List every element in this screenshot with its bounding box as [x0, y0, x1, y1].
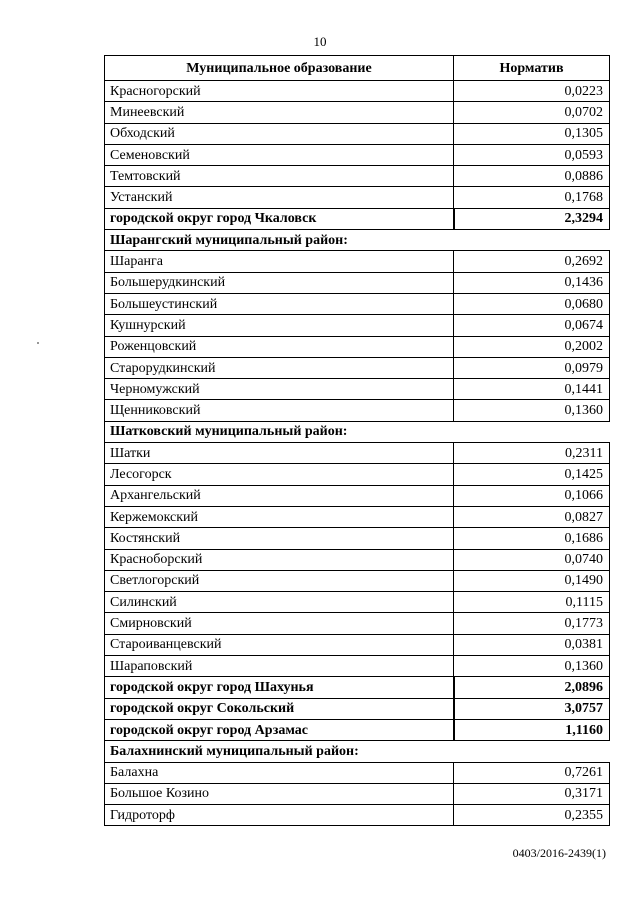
table-header-row [105, 56, 610, 81]
district-name: Балахнинский муниципальный район: [105, 741, 610, 762]
table-row [105, 549, 610, 570]
norm-value: 0,0674 [454, 315, 610, 336]
norm-value: 3,0757 [454, 698, 610, 719]
municipality-name: Силинский [105, 592, 454, 613]
norm-value: 0,0680 [454, 293, 610, 314]
table-row [105, 656, 610, 677]
norm-value: 1,1160 [454, 719, 610, 740]
municipality-name: Устанский [105, 187, 454, 208]
table-row [105, 123, 610, 144]
municipality-name: Шаранга [105, 251, 454, 272]
norm-value: 0,7261 [454, 762, 610, 783]
municipality-name: Семеновский [105, 144, 454, 165]
table-row [105, 805, 610, 826]
municipality-name: Большерудкинский [105, 272, 454, 293]
table-row [105, 485, 610, 506]
norm-value: 0,0381 [454, 634, 610, 655]
district-header-row [105, 230, 610, 251]
municipality-name: Костянский [105, 528, 454, 549]
table-row [105, 357, 610, 378]
municipality-name: Кержемокский [105, 506, 454, 527]
norm-value: 0,1305 [454, 123, 610, 144]
norm-value: 0,2692 [454, 251, 610, 272]
table-row [105, 698, 610, 719]
table-row [105, 81, 610, 102]
district-name: Шарангский муниципальный район: [105, 230, 610, 251]
norm-value: 0,2355 [454, 805, 610, 826]
municipality-name: Лесогорск [105, 464, 454, 485]
district-header-row [105, 741, 610, 762]
table-row [105, 251, 610, 272]
norm-value: 0,1066 [454, 485, 610, 506]
norm-value: 0,0827 [454, 506, 610, 527]
municipality-name: Шатки [105, 443, 454, 464]
norm-value: 0,0740 [454, 549, 610, 570]
municipality-name: Красноборский [105, 549, 454, 570]
municipality-name: Смирновский [105, 613, 454, 634]
document-code: 0403/2016-2439(1) [512, 846, 606, 860]
norm-value: 0,0886 [454, 166, 610, 187]
header-norm: Норматив [454, 56, 610, 81]
table-row [105, 443, 610, 464]
table-row [105, 187, 610, 208]
municipality-name: Шараповский [105, 656, 454, 677]
norm-value: 0,1360 [454, 400, 610, 421]
scan-speck [37, 342, 39, 344]
table-row [105, 592, 610, 613]
table-row [105, 762, 610, 783]
norm-value: 2,0896 [454, 677, 610, 698]
municipality-name: Роженцовский [105, 336, 454, 357]
page-number: 10 [313, 34, 327, 49]
table-row [105, 506, 610, 527]
table-row [105, 166, 610, 187]
municipality-name: городской округ Сокольский [105, 698, 454, 719]
norm-value: 0,0702 [454, 102, 610, 123]
municipality-name: городской округ город Шахунья [105, 677, 454, 698]
municipality-name: Кушнурский [105, 315, 454, 336]
municipality-name: Щенниковский [105, 400, 454, 421]
norm-value: 0,1686 [454, 528, 610, 549]
norm-value: 2,3294 [454, 208, 610, 229]
norm-value: 0,3171 [454, 783, 610, 804]
norm-value: 0,1436 [454, 272, 610, 293]
municipality-name: Староиванцевский [105, 634, 454, 655]
municipality-name: городской округ город Арзамас [105, 719, 454, 740]
table-row [105, 293, 610, 314]
municipality-name: городской округ город Чкаловск [105, 208, 454, 229]
table-row [105, 634, 610, 655]
header-municipality: Муниципальное образование [105, 56, 454, 81]
table-row [105, 379, 610, 400]
table-row [105, 570, 610, 591]
table-row [105, 400, 610, 421]
table-row [105, 464, 610, 485]
municipality-name: Гидроторф [105, 805, 454, 826]
table-body [105, 81, 610, 826]
table-row [105, 613, 610, 634]
municipality-name: Балахна [105, 762, 454, 783]
norm-value: 0,0979 [454, 357, 610, 378]
norm-value: 0,2311 [454, 443, 610, 464]
table-row [105, 272, 610, 293]
municipality-name: Старорудкинский [105, 357, 454, 378]
municipality-name: Минеевский [105, 102, 454, 123]
norm-value: 0,1115 [454, 592, 610, 613]
table-row [105, 783, 610, 804]
norm-table [104, 55, 610, 826]
municipality-name: Темтовский [105, 166, 454, 187]
municipality-name: Светлогорский [105, 570, 454, 591]
municipality-name: Красногорский [105, 81, 454, 102]
table-row [105, 315, 610, 336]
table-row [105, 528, 610, 549]
norm-value: 0,1441 [454, 379, 610, 400]
table-row [105, 336, 610, 357]
table-row [105, 144, 610, 165]
norm-value: 0,2002 [454, 336, 610, 357]
table-row [105, 719, 610, 740]
norm-value: 0,0223 [454, 81, 610, 102]
norm-value: 0,1425 [454, 464, 610, 485]
table-row [105, 208, 610, 229]
district-name: Шатковский муниципальный район: [105, 421, 610, 442]
table-row [105, 102, 610, 123]
norm-value: 0,1360 [454, 656, 610, 677]
norm-value: 0,1768 [454, 187, 610, 208]
norm-value: 0,0593 [454, 144, 610, 165]
municipality-name: Черномужский [105, 379, 454, 400]
district-header-row [105, 421, 610, 442]
municipality-name: Большое Козино [105, 783, 454, 804]
municipality-name: Обходский [105, 123, 454, 144]
norm-value: 0,1773 [454, 613, 610, 634]
norm-value: 0,1490 [454, 570, 610, 591]
municipality-name: Большеустинский [105, 293, 454, 314]
municipality-name: Архангельский [105, 485, 454, 506]
table-row [105, 677, 610, 698]
